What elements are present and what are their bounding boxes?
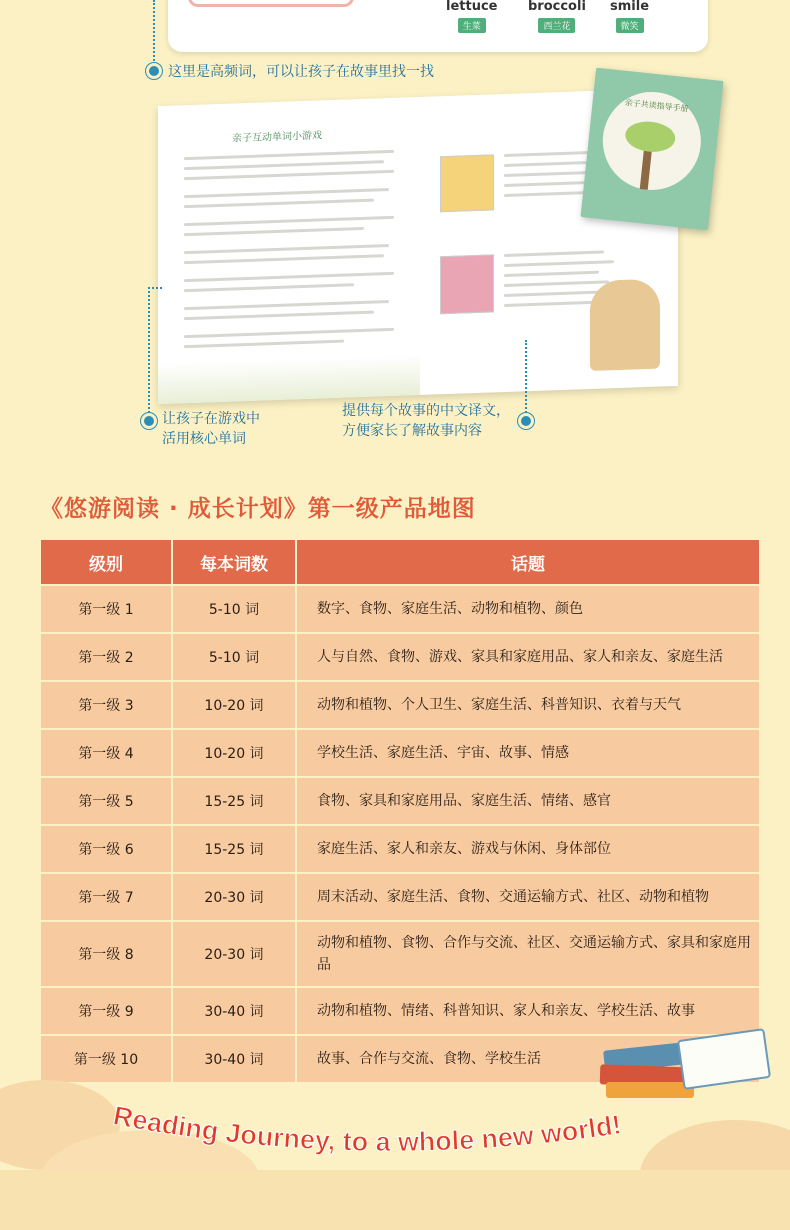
vocab-zh: 西兰花 xyxy=(538,18,575,33)
page-left xyxy=(158,97,420,404)
note-game-line1: 让孩子在游戏中 xyxy=(162,411,260,427)
table-header-row xyxy=(41,540,759,584)
cell-topics: 学校生活、家庭生活、宇宙、故事、情感 xyxy=(297,730,759,776)
table-row xyxy=(41,730,759,776)
table-row xyxy=(41,682,759,728)
cell-topics: 动物和植物、情绪、科普知识、家人和亲友、学校生活、故事 xyxy=(297,988,759,1034)
table-row xyxy=(41,778,759,824)
cell-level: 第一级 3 xyxy=(41,682,171,728)
cell-words: 5-10 词 xyxy=(173,634,295,680)
vocab-en: lettuce xyxy=(446,0,498,14)
cell-level: 第一级 5 xyxy=(41,778,171,824)
levels-table xyxy=(39,538,761,1084)
cell-words: 15-25 词 xyxy=(173,826,295,872)
cell-words: 20-30 词 xyxy=(173,874,295,920)
cell-words: 20-30 词 xyxy=(173,922,295,986)
cell-level: 第一级 6 xyxy=(41,826,171,872)
connector-line xyxy=(148,287,162,289)
vocab-item-smile xyxy=(610,0,649,33)
connector-dot xyxy=(144,416,154,426)
vocab-zh: 微笑 xyxy=(616,18,644,33)
cell-words: 10-20 词 xyxy=(173,682,295,728)
table-row xyxy=(41,634,759,680)
story-thumbnail xyxy=(440,254,494,314)
cell-words: 15-25 词 xyxy=(173,778,295,824)
cell-level: 第一级 2 xyxy=(41,634,171,680)
story-thumbnail xyxy=(440,154,494,212)
svg-text:Reading Journey, to a whole ne xyxy=(111,1100,623,1157)
cell-level: 第一级 9 xyxy=(41,988,171,1034)
vocab-card xyxy=(168,0,708,52)
vocab-item-lettuce xyxy=(446,0,497,33)
cell-words: 5-10 词 xyxy=(173,586,295,632)
connector-dot xyxy=(521,416,531,426)
table-row xyxy=(41,874,759,920)
note-translation-line2: 方便家长了解故事内容 xyxy=(342,423,482,439)
cell-topics: 故事、合作与交流、食物、学校生活 xyxy=(297,1036,759,1082)
table-row xyxy=(41,586,759,632)
cell-topics: 家庭生活、家人和亲友、游戏与休闲、身体部位 xyxy=(297,826,759,872)
handbook-title: 亲子共读指导手册 xyxy=(624,97,689,114)
connector-line xyxy=(153,0,155,64)
connector-line xyxy=(148,287,150,417)
header-level: 级别 xyxy=(41,540,171,584)
handbook-cover xyxy=(581,68,724,231)
cell-words: 10-20 词 xyxy=(173,730,295,776)
note-translation xyxy=(342,401,510,441)
table-row xyxy=(41,922,759,986)
spread-left-title: 亲子互动单词小游戏 xyxy=(232,130,322,145)
vocab-zh: 生菜 xyxy=(458,18,486,33)
note-high-frequency: 这里是高频词，可以让孩子在故事里找一找 xyxy=(168,64,434,80)
slogan xyxy=(110,1088,680,1178)
cell-level: 第一级 1 xyxy=(41,586,171,632)
cell-level: 第一级 7 xyxy=(41,874,171,920)
highlight-box xyxy=(188,0,354,7)
cell-topics: 动物和植物、个人卫生、家庭生活、科普知识、衣着与天气 xyxy=(297,682,759,728)
table-row xyxy=(41,826,759,872)
cell-topics: 周末活动、家庭生活、食物、交通运输方式、社区、动物和植物 xyxy=(297,874,759,920)
note-game xyxy=(162,409,260,449)
cell-words: 30-40 词 xyxy=(173,1036,295,1082)
cell-level: 第一级 4 xyxy=(41,730,171,776)
bottom-band xyxy=(0,1170,790,1230)
header-words: 每本词数 xyxy=(173,540,295,584)
cell-topics: 食物、家具和家庭用品、家庭生活、情绪、感官 xyxy=(297,778,759,824)
connector-line xyxy=(525,340,527,416)
open-book-icon xyxy=(677,1028,771,1090)
giraffe-illustration xyxy=(590,279,660,371)
vocab-en: broccoli xyxy=(528,0,586,14)
note-translation-line1: 提供每个故事的中文译文， xyxy=(342,403,510,419)
vocab-en: smile xyxy=(610,0,650,14)
vocab-item-broccoli xyxy=(528,0,586,33)
header-topics: 话题 xyxy=(297,540,759,584)
cell-topics: 动物和植物、食物、合作与交流、社区、交通运输方式、家具和家庭用品 xyxy=(297,922,759,986)
cell-words: 30-40 词 xyxy=(173,988,295,1034)
cell-topics: 人与自然、食物、游戏、家具和家庭用品、家人和亲友、家庭生活 xyxy=(297,634,759,680)
cell-level: 第一级 10 xyxy=(41,1036,171,1082)
connector-dot xyxy=(149,66,159,76)
cell-topics: 数字、食物、家庭生活、动物和植物、颜色 xyxy=(297,586,759,632)
slogan-text: Reading Journey, to a whole new world! xyxy=(110,1100,624,1158)
cell-level: 第一级 8 xyxy=(41,922,171,986)
map-title: 《悠游阅读 · 成长计划》第一级产品地图 xyxy=(40,496,476,522)
note-game-line2: 活用核心单词 xyxy=(162,431,246,447)
